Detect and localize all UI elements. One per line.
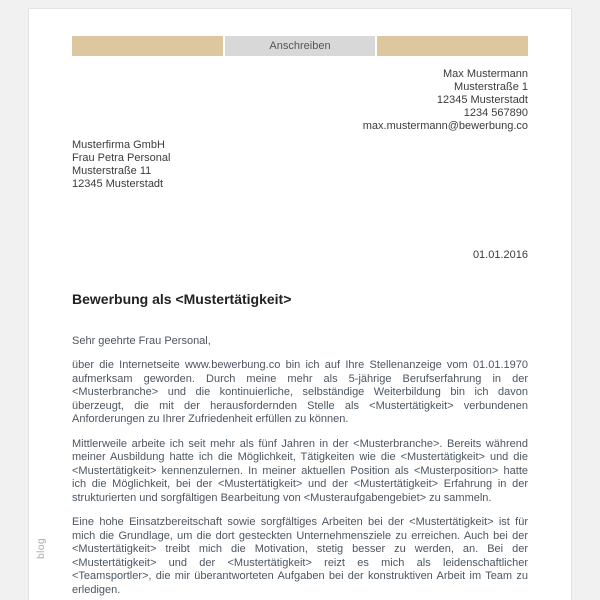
sender-city: 12345 Musterstadt: [436, 94, 528, 106]
letter-sheet: [28, 8, 572, 600]
sender-street: Musterstraße 1: [454, 81, 528, 93]
template-header-bar: [72, 36, 528, 56]
subject-line: Bewerbung als <Mustertätigkeit>: [72, 291, 292, 307]
site-watermark: blog: [36, 538, 47, 559]
salutation: Sehr geehrte Frau Personal,: [72, 335, 211, 347]
sender-email: max.mustermann@bewerbung.co: [362, 120, 528, 132]
body-paragraph: Eine hohe Einsatzbereitschaft sowie sorgfältiges Arbeiten bei der <Mustertätigkeit> ist für mich die Grundlage, um die dort gesteckten Unternehmensziele zu erreichen. Auch bei der <Mustertätigkeit> treibt mich die Motivation, stetig besser zu werden, an. Bei der <Mustertätigkeit> und der <Mustertätigkeit> reizt es mich als leidenschaftlicher <Teamsportler>, die mir überantworteten Aufgaben bei der konstruktiven Arbeit im Team zu erledigen.: [72, 516, 528, 596]
recipient-city: 12345 Musterstadt: [72, 178, 164, 190]
recipient-address-block: [72, 139, 528, 191]
tab-anschreiben[interactable]: [225, 36, 376, 56]
body-paragraph: Mittlerweile arbeite ich seit mehr als fünf Jahren in der <Musterbranche>. Bereits während meiner Ausbildung hatte ich die Möglichkeit, Tätigkeiten wie die <Mustertätigkeit> und die <Mustertätigkeit> kennenzulernen. In meiner aktuellen Position als <Musterposition> hatte ich die Möglichkeit, bei der <Mustertätigkeit> und der <Mustertätigkeit> Erfahrung in der strukturierten und sorgfältigen Bearbeitung von <Musteraufgabengebiet> zu sammeln.: [72, 437, 528, 504]
recipient-street: Musterstraße 11: [72, 165, 152, 177]
recipient-company: Musterfirma GmbH: [72, 139, 165, 151]
recipient-contact: Frau Petra Personal: [72, 152, 171, 164]
header-block-left: [72, 36, 223, 56]
letter-date: 01.01.2016: [472, 249, 528, 261]
sender-name: Max Mustermann: [443, 68, 528, 80]
body-paragraph: über die Internetseite www.bewerbung.co bin ich auf Ihre Stellenanzeige vom 01.01.1970 aufmerksam geworden. Durch meine mehr als 5-jährige Berufserfahrung in der <Musterbranche> und die kontinuierliche, selbständige Weiterbildung bin ich davon überzeugt, die mit der herausfordernden Stelle als <Mustertätigkeit> verbundenen Anforderungen zu Ihrer Zufriedenheit erfüllen zu können.: [72, 359, 528, 425]
sender-phone: 1234 567890: [463, 107, 528, 119]
tab-anschreiben-label: Anschreiben: [269, 40, 331, 52]
sender-address-block: [72, 68, 528, 133]
header-block-right: [377, 36, 528, 56]
